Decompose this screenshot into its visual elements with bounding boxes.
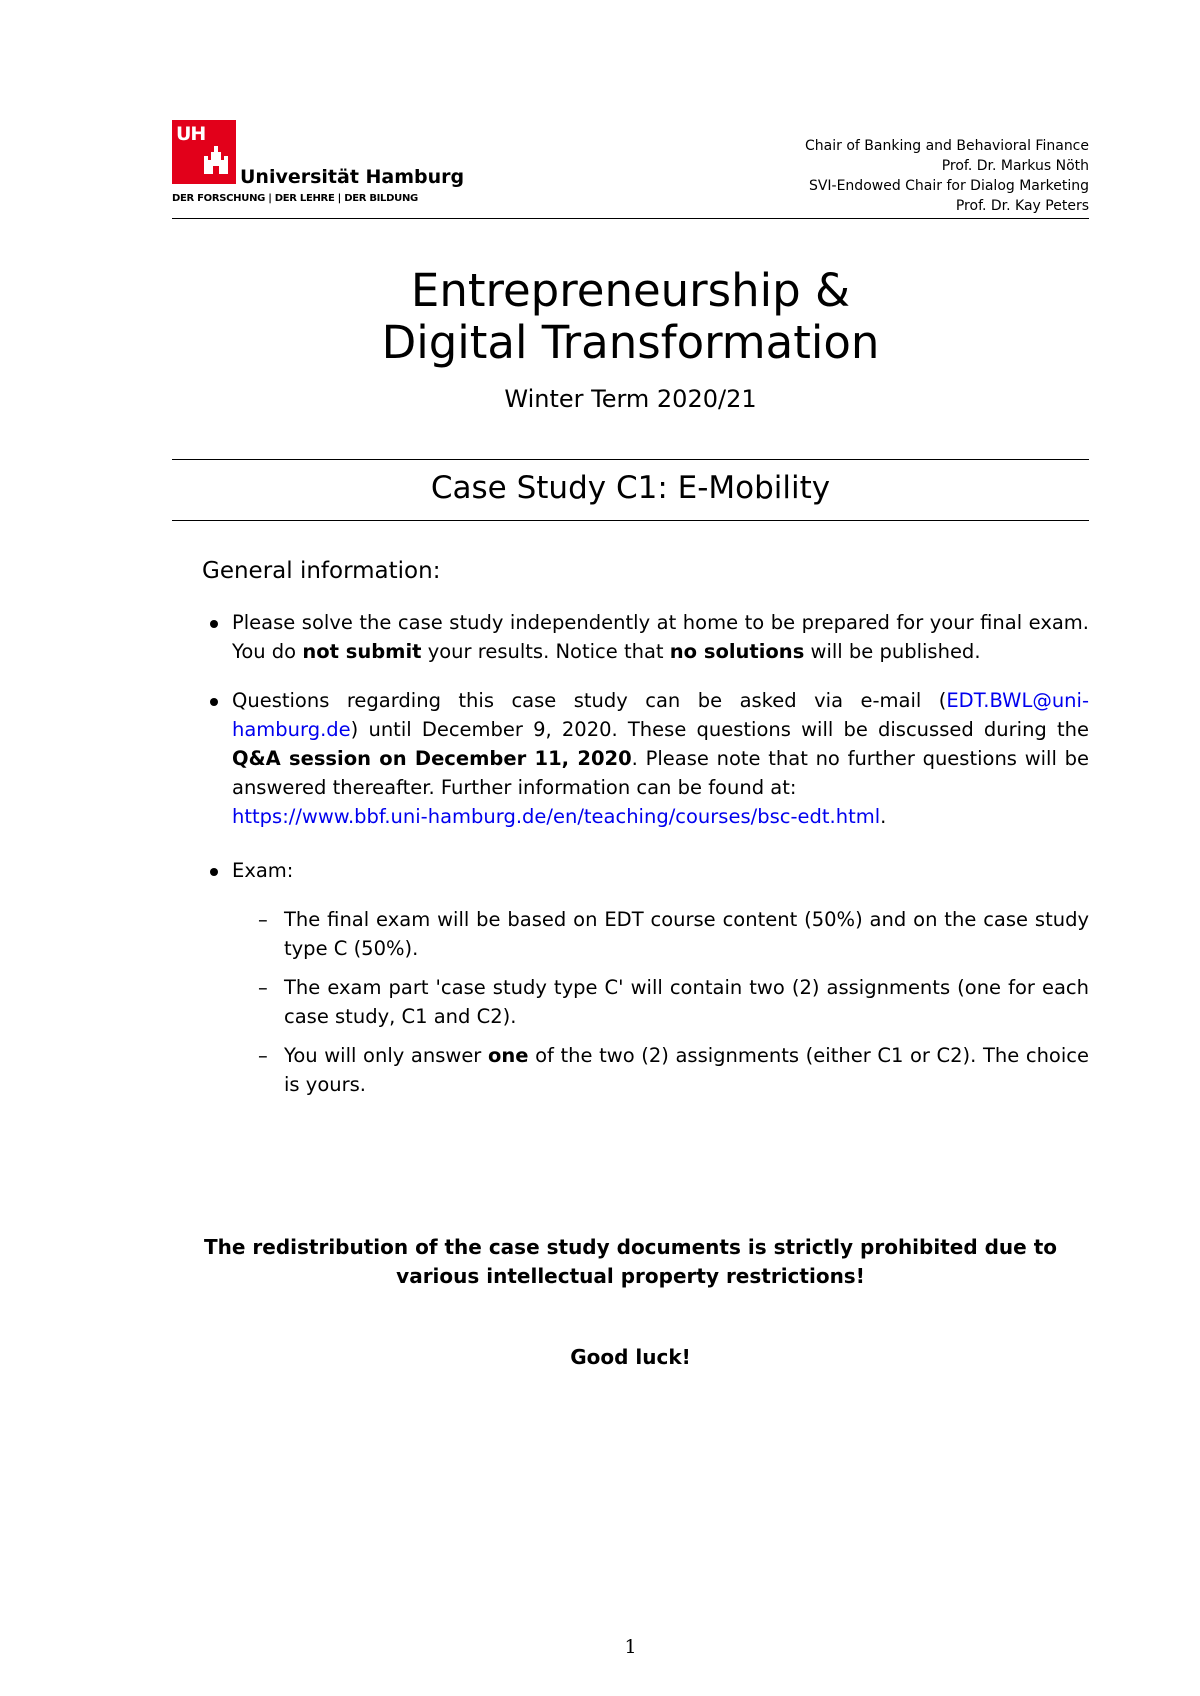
list-item xyxy=(202,686,1089,831)
list-item-text: Exam: xyxy=(232,859,294,882)
university-name: Universität Hamburg xyxy=(240,166,465,188)
university-logo xyxy=(172,120,465,210)
sub-list-item-text: The exam part 'case study type C' will contain two (2) assignments (one for each case study, C1 and C2). xyxy=(284,976,1089,1028)
chair-info xyxy=(805,136,1089,216)
bullet-icon xyxy=(210,698,218,706)
good-luck-text: Good luck! xyxy=(570,1345,691,1369)
case-bottom-divider xyxy=(172,520,1089,521)
list-item-text: Questions regarding this case study can be asked via e-mail (EDT.BWL@uni-hamburg.de) until December 9, 2020. These questions will be discussed during the Q&A session on December 11, 2020. Please note that no further questions will be answered thereafter. Further information can be found at: https://www.bbf.uni-hamburg.de/en/teaching/courses/bsc-edt.html. xyxy=(232,689,1089,828)
course-title xyxy=(172,265,1089,369)
chair-line: Prof. Dr. Markus Nöth xyxy=(941,158,1089,174)
case-top-divider xyxy=(172,459,1089,460)
university-motto: DER FORSCHUNG | DER LEHRE | DER BILDUNG xyxy=(172,193,418,204)
castle-icon xyxy=(202,144,230,174)
case-study-title: Case Study C1: E-Mobility xyxy=(430,470,831,506)
email-link[interactable]: EDT.BWL@uni-hamburg.de xyxy=(232,689,1089,741)
header-divider xyxy=(172,218,1089,219)
term-subtitle: Winter Term 2020/21 xyxy=(504,385,757,413)
course-url-link[interactable]: https://www.bbf.uni-hamburg.de/en/teaching/courses/bsc-edt.html xyxy=(232,805,881,828)
general-info-heading: General information: xyxy=(202,558,441,584)
list-item xyxy=(202,856,1089,885)
uh-letters: UH xyxy=(176,123,206,145)
course-title-line2: Digital Transformation xyxy=(381,316,880,369)
sub-list-item: – The exam part 'case study type C' will contain two (2) assignments (one for each case study, C1 and C2). xyxy=(258,973,1089,1031)
sub-list-item-text: The final exam will be based on EDT course content (50%) and on the case study type C (50%). xyxy=(284,908,1089,960)
chair-line: Prof. Dr. Kay Peters xyxy=(955,198,1089,214)
uh-logo-mark xyxy=(172,120,236,184)
sub-list-item: – You will only answer one of the two (2) assignments (either C1 or C2). The choice is yours. xyxy=(258,1041,1089,1099)
course-title-line1: Entrepreneurship & xyxy=(410,264,851,317)
sub-list-item: – The final exam will be based on EDT course content (50%) and on the case study type C (50%). xyxy=(258,905,1089,963)
bullet-icon xyxy=(210,620,218,628)
chair-line: SVI-Endowed Chair for Dialog Marketing xyxy=(808,178,1089,194)
page-number: 1 xyxy=(624,1636,637,1658)
redistribution-warning: The redistribution of the case study documents is strictly prohibited due to various intellectual property restrictions! xyxy=(203,1235,1057,1288)
sub-list-item-text: You will only answer one of the two (2) assignments (either C1 or C2). The choice is yours. xyxy=(284,1044,1089,1096)
bullet-icon xyxy=(210,868,218,876)
list-item xyxy=(202,608,1089,666)
chair-line: Chair of Banking and Behavioral Finance xyxy=(805,138,1089,154)
list-item-text: Please solve the case study independently at home to be prepared for your final exam. You do not submit your results. Notice that no solutions will be published. xyxy=(232,611,1089,663)
